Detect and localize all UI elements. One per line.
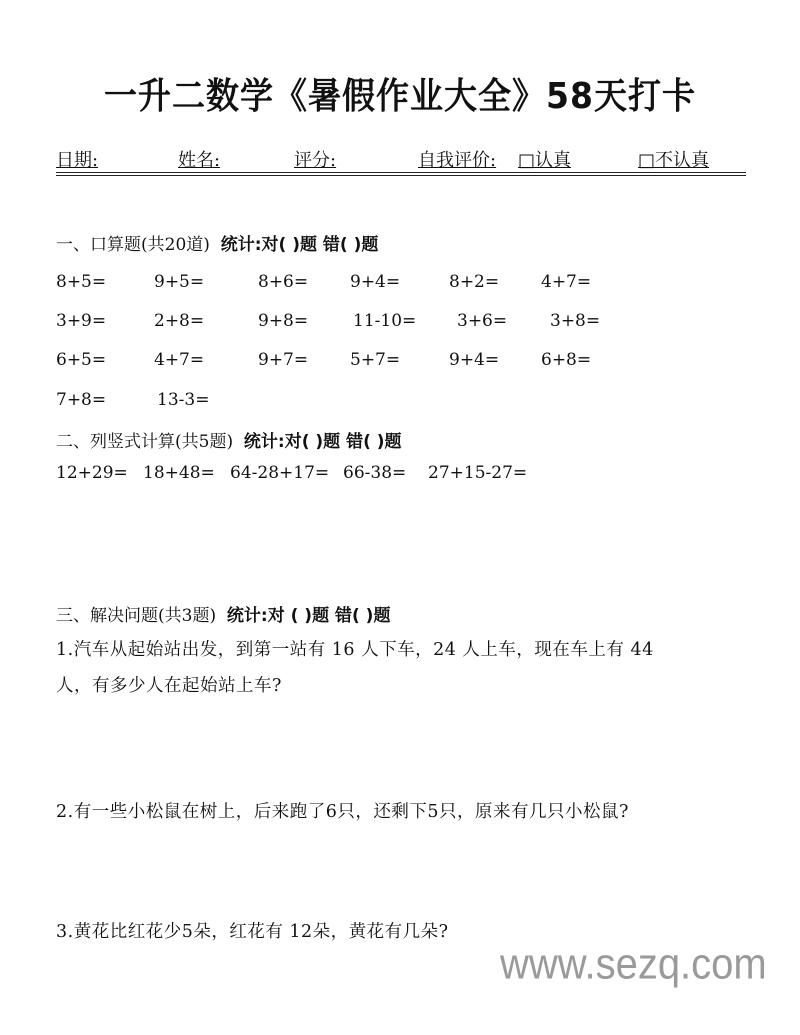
problem: 11-10= <box>353 311 417 331</box>
problem: 66-38= <box>343 463 407 483</box>
problem: 9+8= <box>258 311 309 331</box>
problem: 9+5= <box>154 272 205 292</box>
date-field[interactable]: 日期: <box>56 150 99 171</box>
divider <box>56 172 746 173</box>
section1-heading: 一、口算题(共20道) 统计:对( )题 错( )题 <box>56 235 379 255</box>
problem: 5+7= <box>350 350 401 370</box>
section2-heading: 二、列竖式计算(共5题) 统计:对( )题 错( )题 <box>56 432 402 452</box>
problem: 13-3= <box>157 390 210 410</box>
page-title: 一升二数学《暑假作业大全》58天打卡 <box>104 74 696 117</box>
problem: 9+7= <box>258 350 309 370</box>
problem: 3+8= <box>550 311 601 331</box>
checkbox-serious[interactable]: □认真 <box>518 150 572 171</box>
name-field[interactable]: 姓名: <box>178 150 221 171</box>
problem: 4+7= <box>154 350 205 370</box>
divider <box>56 175 746 176</box>
problem: 3+6= <box>457 311 508 331</box>
problem: 7+8= <box>56 390 107 410</box>
watermark: www.sezq.com <box>500 939 767 989</box>
problem: 8+2= <box>449 272 500 292</box>
word-problem-2: 2.有一些小松鼠在树上，后来跑了6只，还剩下5只，原来有几只小松鼠? <box>56 802 629 822</box>
section3-heading: 三、解决问题(共3题) 统计:对 ( )题 错( )题 <box>56 606 391 626</box>
word-problem-3: 3.黄花比红花少5朵，红花有 12朵，黄花有几朵? <box>56 922 449 942</box>
problem: 27+15-27= <box>428 463 528 483</box>
problem: 64-28+17= <box>230 463 330 483</box>
problem: 4+7= <box>541 272 592 292</box>
info-line <box>56 146 746 170</box>
problem: 9+4= <box>350 272 401 292</box>
problem: 3+9= <box>56 311 107 331</box>
word-problem-1-line1: 1.汽车从起始站出发，到第一站有 16 人下车，24 人上车，现在车上有 44 <box>56 640 654 660</box>
problem: 8+6= <box>258 272 309 292</box>
problem: 12+29= <box>56 463 128 483</box>
problem: 6+5= <box>56 350 107 370</box>
problem: 18+48= <box>143 463 215 483</box>
self-eval-label: 自我评价: <box>418 150 497 171</box>
problem: 2+8= <box>154 311 205 331</box>
word-problem-1-line2: 人，有多少人在起始站上车? <box>56 676 282 696</box>
section1-stats: 统计:对( )题 错( )题 <box>220 235 379 255</box>
section3-stats: 统计:对 ( )题 错( )题 <box>226 606 391 626</box>
problem: 9+4= <box>449 350 500 370</box>
checkbox-not-serious[interactable]: □不认真 <box>638 150 710 171</box>
problem: 8+5= <box>56 272 107 292</box>
problem: 6+8= <box>541 350 592 370</box>
section2-stats: 统计:对( )题 错( )题 <box>243 432 402 452</box>
score-field[interactable]: 评分: <box>294 150 337 171</box>
